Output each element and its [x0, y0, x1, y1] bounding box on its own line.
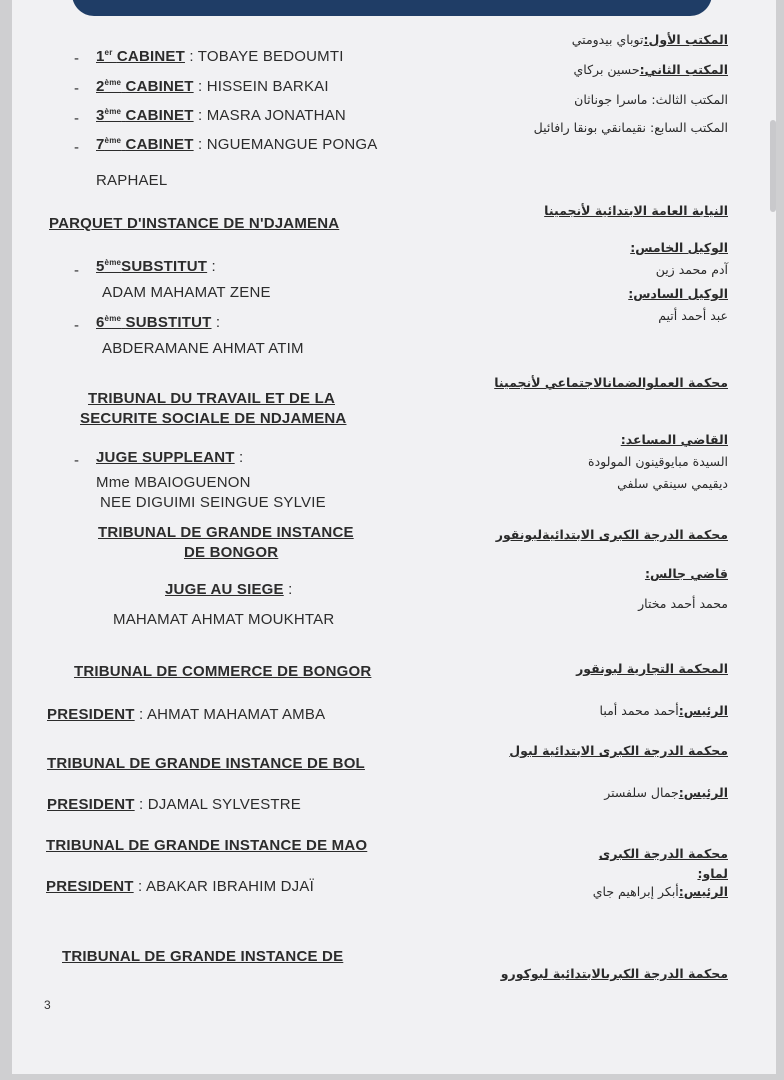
ar-agent6-label: الوكيل السادس:: [628, 286, 728, 301]
bullet-dash: -: [74, 110, 79, 127]
ar-assistant-name-2: ديقيمي سينقي سلفي: [617, 476, 728, 491]
ar-siege-label: قاضي جالس:: [644, 566, 728, 581]
cabinet-7-name-cont: RAPHAEL: [96, 172, 168, 189]
header-band: [72, 0, 712, 16]
bullet-dash: -: [74, 139, 79, 156]
bullet-dash: -: [74, 452, 79, 469]
suppleant-name-2: NEE DIGUIMI SEINGUE SYLVIE: [100, 494, 326, 511]
ar-cabinet-7: المكتب السابع: نقيمانقي بونقا رافائيل: [533, 120, 728, 135]
travail-title-line2: SECURITE SOCIALE DE NDJAMENA: [80, 410, 347, 427]
juge-siege: JUGE AU SIEGE :: [165, 581, 293, 598]
ar-agent5-name: آدم محمد زين: [655, 262, 728, 277]
commerce-president: PRESIDENT : AHMAT MAHAMAT AMBA: [47, 706, 326, 723]
ar-cabinet-2: المكتب الثاني:حسين بركاي: [573, 62, 728, 77]
ar-siege-name: محمد أحمد مختار: [638, 596, 728, 611]
juge-suppleant: JUGE SUPPLEANT :: [96, 449, 244, 466]
ar-assistant-name-1: السيدة مبايوقينون المولودة: [588, 454, 728, 469]
document-page: [12, 0, 776, 1074]
ar-agent5-label: الوكيل الخامس:: [630, 240, 728, 255]
bullet-dash: -: [74, 50, 79, 67]
parquet-title: PARQUET D'INSTANCE DE N'DJAMENA: [49, 215, 340, 232]
ar-commerce-president: الرئيس:أحمد محمد أمبا: [599, 703, 728, 718]
bullet-dash: -: [74, 80, 79, 97]
bol-president: PRESIDENT : DJAMAL SYLVESTRE: [47, 796, 302, 813]
cabinet-7: 7ème CABINET : NGUEMANGUE PONGA: [96, 136, 378, 153]
ar-bongor-title: محكمة الدرجة الكبرى الابتدائيةلبونقور: [495, 527, 728, 542]
ar-agent6-name: عبد أحمد أتيم: [658, 308, 728, 323]
bongor-title-line2: DE BONGOR: [184, 544, 279, 561]
cabinet-2: 2ème CABINET : HISSEIN BARKAI: [96, 78, 329, 95]
ar-cabinet-1: المكتب الأول:توباي بيدومتي: [571, 32, 728, 47]
ar-commerce-title: المحكمة التجارية لبونقور: [576, 661, 728, 676]
ar-mao-title: محكمة الدرجة الكبرى: [598, 846, 728, 861]
ar-assistant-label: القاضي المساعد:: [620, 432, 728, 447]
bongor-title-line1: TRIBUNAL DE GRANDE INSTANCE: [98, 524, 354, 541]
ar-parquet-title: النيابة العامة الابتدائية لأنجمينا: [544, 203, 728, 218]
bol-title: TRIBUNAL DE GRANDE INSTANCE DE BOL: [47, 755, 365, 772]
ar-bol-president: الرئيس:جمال سلفستر: [604, 785, 728, 800]
substitut-5-name: ADAM MAHAMAT ZENE: [102, 284, 271, 301]
bullet-dash: -: [74, 262, 79, 279]
ar-bol-title: محكمة الدرجة الكبرى الابتدائية لبول: [509, 743, 728, 758]
mao-title: TRIBUNAL DE GRANDE INSTANCE DE MAO: [46, 837, 368, 854]
ar-cabinet-3: المكتب الثالث: ماسرا جوناثان: [574, 92, 728, 107]
scrollbar[interactable]: [770, 120, 776, 212]
travail-title-line1: TRIBUNAL DU TRAVAIL ET DE LA: [88, 390, 335, 407]
juge-siege-name: MAHAMAT AHMAT MOUKHTAR: [113, 611, 335, 628]
bullet-dash: -: [74, 317, 79, 334]
mao-president: PRESIDENT : ABAKAR IBRAHIM DJAÏ: [46, 878, 314, 895]
ar-mao-title-2: لماو:: [697, 866, 728, 881]
substitut-6: 6ème SUBSTITUT :: [96, 314, 221, 331]
substitut-6-name: ABDERAMANE AHMAT ATIM: [102, 340, 304, 357]
last-title: TRIBUNAL DE GRANDE INSTANCE DE: [62, 948, 344, 965]
commerce-title: TRIBUNAL DE COMMERCE DE BONGOR: [74, 663, 372, 680]
suppleant-name-1: Mme MBAIOGUENON: [96, 474, 251, 491]
substitut-5: 5èmeSUBSTITUT :: [96, 258, 216, 275]
page-number: 3: [44, 998, 51, 1012]
ar-last-title: محكمة الدرجة الكبرىالابتدائية لبوكورو: [500, 966, 728, 981]
ar-mao-president: الرئيس:أبكر إبراهيم جاي: [592, 884, 728, 899]
ar-travail-title: محكمة العملوالضمانالاجتماعي لأنجمينا: [494, 375, 728, 390]
cabinet-3: 3ème CABINET : MASRA JONATHAN: [96, 107, 346, 124]
cabinet-1: 1er CABINET : TOBAYE BEDOUMTI: [96, 48, 344, 65]
